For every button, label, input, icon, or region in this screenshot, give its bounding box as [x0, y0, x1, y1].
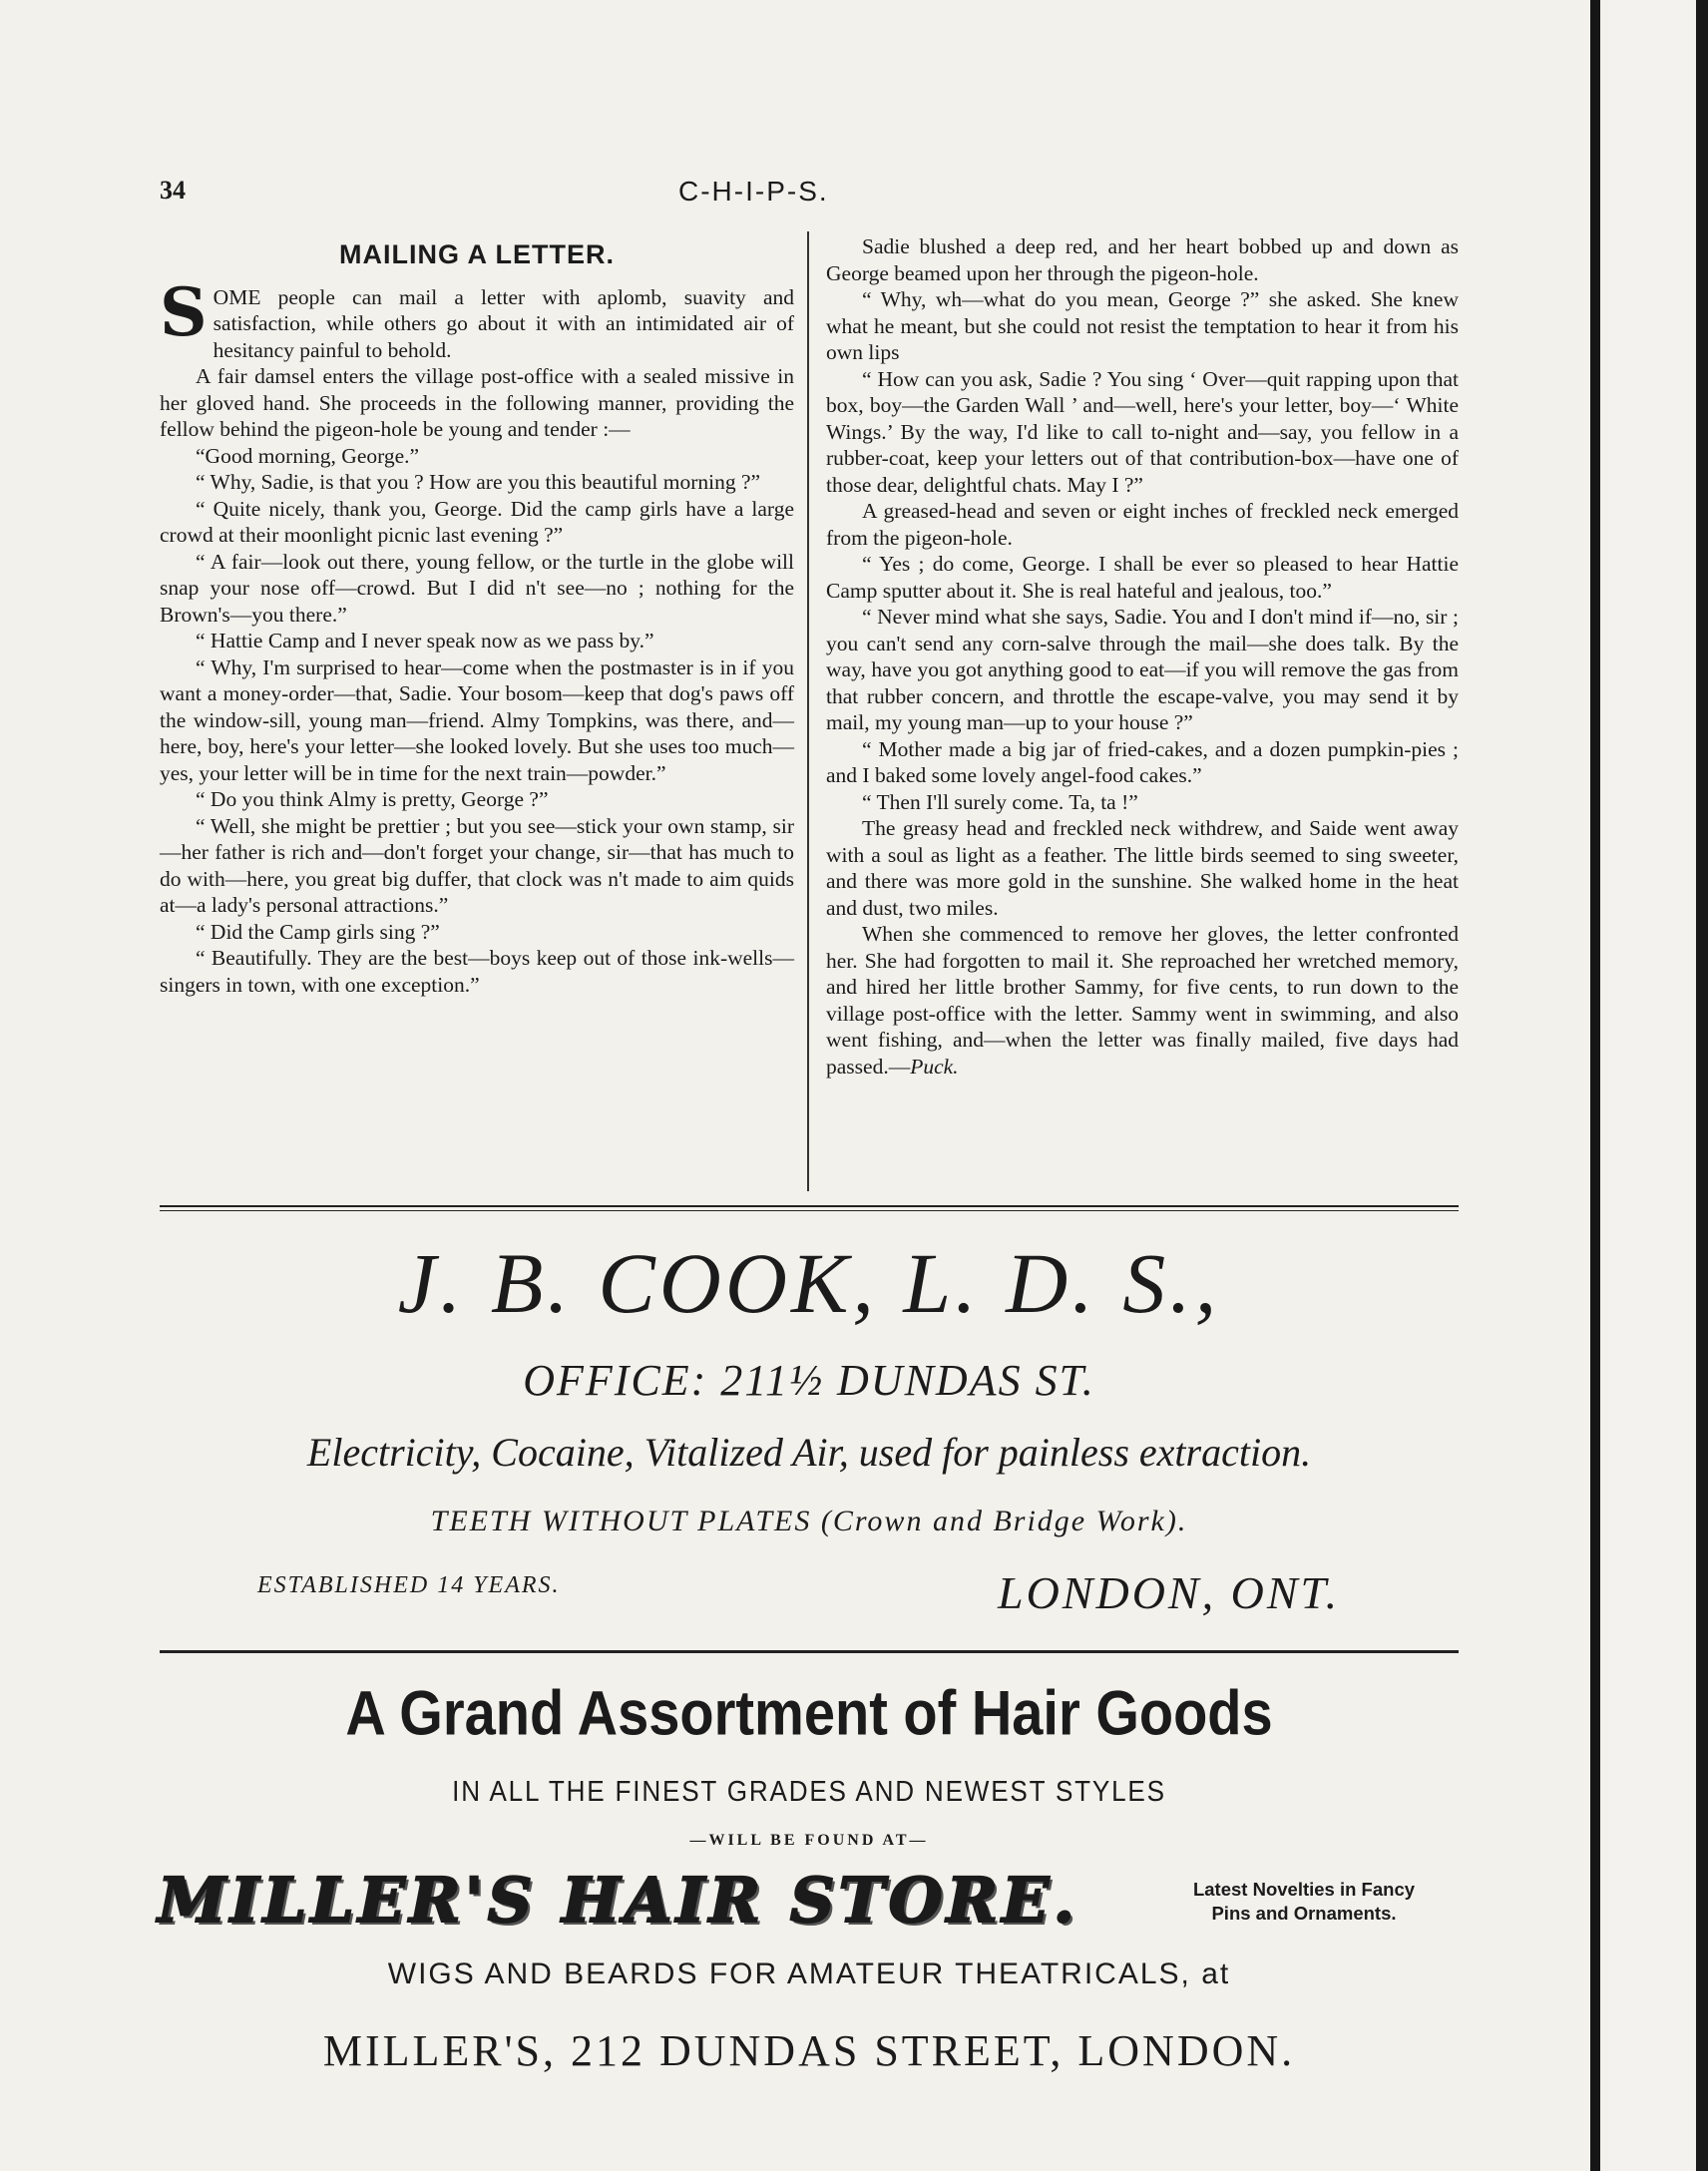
scan-border: [1696, 0, 1708, 2171]
hair-store-novelties: [1169, 1878, 1439, 1926]
article-paragraph: “ Quite nicely, thank you, George. Did the camp girls have a large crowd at their moonlight picnic last evening ?”: [160, 496, 794, 547]
article-paragraph: SOME people can mail a letter with aplomb, suavity and satisfaction, while others go about it with an intimidated air of hesitancy painful to behold.: [160, 272, 794, 362]
hair-store-address: MILLER'S, 212 DUNDAS STREET, LONDON.: [322, 2026, 1296, 2075]
column-divider: [807, 231, 809, 1191]
page-edge-shadow: [1590, 0, 1600, 2171]
running-head: C-H-I-P-S.: [678, 176, 829, 207]
dentist-teeth-line: TEETH WITHOUT PLATES (Crown and Bridge Work).: [430, 1505, 1188, 1537]
article-paragraph: “Good morning, George.”: [196, 443, 420, 468]
hair-store-name: MILLER'S HAIR STORE.: [158, 1864, 1079, 1937]
article-paragraph: “ Why, Sadie, is that you ? How are you this beautiful morning ?”: [196, 470, 761, 494]
article-left-column: [160, 235, 794, 998]
article-paragraph: “ Why, wh—what do you mean, George ?” she asked. She knew what he meant, but she could not resist the temptation to hear it from his own lips: [826, 287, 1459, 364]
article-title: MAILING A LETTER.: [339, 239, 615, 269]
novelties-line: Latest Novelties in Fancy: [1192, 1879, 1416, 1900]
page-number: 34: [160, 176, 186, 205]
article-paragraph: A greased-head and seven or eight inches of freckled neck emerged from the pigeon-hole.: [826, 499, 1459, 550]
dentist-services: Electricity, Cocaine, Vitalized Air, used for painless extraction.: [306, 1430, 1312, 1475]
article-source: Puck.: [910, 1054, 959, 1079]
dentist-established: ESTABLISHED 14 YEARS.: [257, 1572, 561, 1598]
adjacent-page-edge: [1608, 0, 1708, 2171]
article-paragraph: “ Why, I'm surprised to hear—come when the postmaster is in if you want a money-order—that, Sadie. Your bosom—keep that dog's paws off the window-sill, young man—friend. Almy Tompkins, was there, and—here, boy, here's your letter—she looked lovely. But she uses too much—yes, your letter will be in time for the next train—powder.”: [160, 654, 794, 785]
hair-goods-found-at: —WILL BE FOUND AT—: [689, 1832, 929, 1849]
hair-store-wigs: WIGS AND BEARDS FOR AMATEUR THEATRICALS, at: [387, 1957, 1231, 1990]
article-paragraph: When she commenced to remove her gloves, the letter confronted her. She had forgotten to mail it. She reproached her wretched memory, and hired her little brother Sammy, for five cents, to run down to the village post-office with the letter. Sammy went in swimming, and also went fishing, and—when the letter was finally mailed, five days had passed.—Puck.: [826, 922, 1459, 1079]
dentist-city: LONDON, ONT.: [998, 1567, 1341, 1618]
article-paragraph: “ Do you think Almy is pretty, George ?”: [196, 787, 549, 811]
section-divider: [160, 1205, 1459, 1211]
article-paragraph: “ Mother made a big jar of fried-cakes, and a dozen pumpkin-pies ; and I baked some lovely angel-food cakes.”: [826, 736, 1459, 787]
article-paragraph: “ Beautifully. They are the best—boys keep out of those ink-wells—singers in town, with one exception.”: [160, 946, 794, 997]
drop-cap: S: [160, 272, 208, 351]
article-paragraph: “ Then I'll surely come. Ta, ta !”: [862, 789, 1138, 814]
novelties-line: Pins and Ornaments.: [1211, 1903, 1397, 1924]
article-paragraph: “ Yes ; do come, George. I shall be ever so pleased to hear Hattie Camp sputter about it. She is real hateful and jealous, too.”: [826, 552, 1459, 603]
article-paragraph: “ Well, she might be prettier ; but you see—stick your own stamp, sir—her father is rich and—don't forget your change, sir—that has much to do with—here, you great big duffer, that clock was n't made to aim quids at—a lady's personal attractions.”: [160, 813, 794, 917]
article-right-column: [826, 233, 1459, 1080]
hair-goods-headline: A Grand Assortment of Hair Goods: [345, 1677, 1273, 1748]
article-paragraph: The greasy head and freckled neck withdrew, and Saide went away with a soul as light as a feather. The little birds seemed to sing sweeter, and there was more gold in the sunshine. She walked home in the heat and dust, two miles.: [826, 816, 1459, 920]
article-paragraph: Sadie blushed a deep red, and her heart bobbed up and down as George beamed upon her through the pigeon-hole.: [826, 234, 1459, 285]
dentist-name: J. B. COOK, L. D. S.,: [397, 1235, 1221, 1331]
hair-goods-grades: IN ALL THE FINEST GRADES AND NEWEST STYLES: [452, 1776, 1166, 1808]
article-paragraph: “ Hattie Camp and I never speak now as we pass by.”: [196, 629, 654, 652]
section-divider: [160, 1650, 1459, 1653]
article-paragraph: “ Did the Camp girls sing ?”: [196, 919, 440, 944]
article-paragraph: “ Never mind what she says, Sadie. You and I don't mind if—no, sir ; you can't send any corn-salve through the mail—she does talk. By the way, have you got anything good to eat—if you will remove the gas from that rubber concern, and throttle the escape-valve, you may send it by mail, my young man—up to your house ?”: [826, 605, 1459, 734]
dentist-office-address: OFFICE: 211½ DUNDAS ST.: [523, 1356, 1095, 1405]
article-paragraph: “ How can you ask, Sadie ? You sing ‘ Over—quit rapping upon that box, boy—the Garden Wall ’ and—well, here's your letter, boy—‘ White Wings.’ By the way, I'd like to call to-night and—say, you fellow in a rubber-coat, keep your letters out of that contribution-box—have one of those dear, delightful chats. May I ?”: [826, 366, 1459, 497]
article-paragraph: “ A fair—look out there, young fellow, or the turtle in the globe will snap your nose off—crowd. But I did n't see—no ; nothing for the Brown's—you there.”: [160, 549, 794, 627]
article-paragraph: A fair damsel enters the village post-office with a sealed missive in her gloved hand. She proceeds in the following manner, providing the fellow behind the pigeon-hole be young and tender :—: [160, 364, 794, 441]
